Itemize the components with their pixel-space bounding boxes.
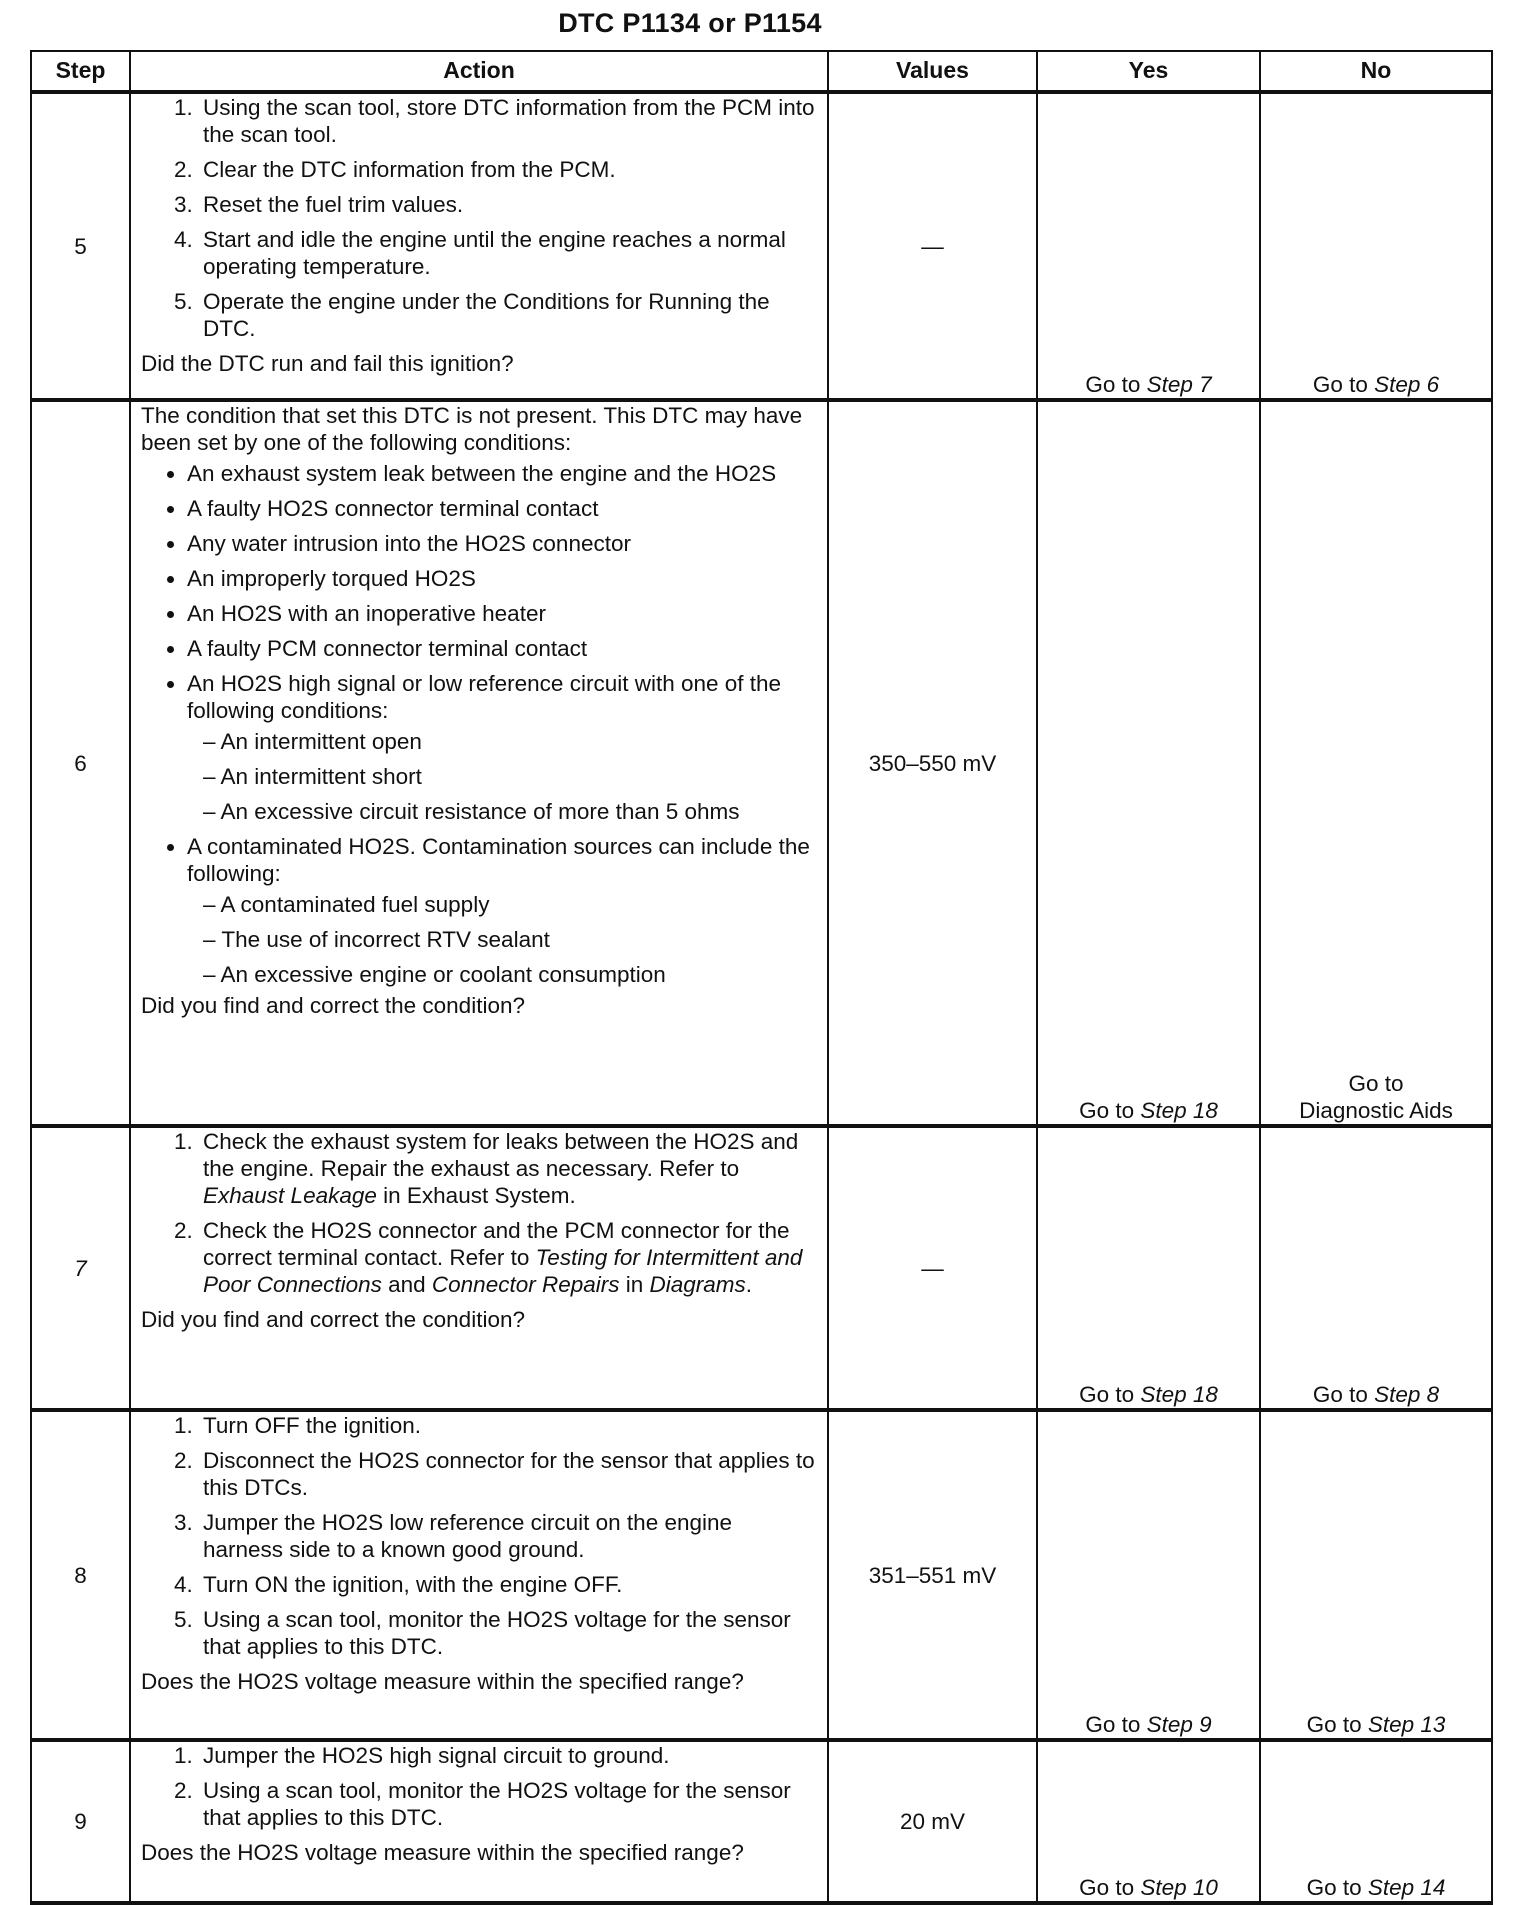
header-no: No: [1260, 51, 1492, 92]
step-number: 9: [31, 1740, 130, 1903]
sub-condition-item: – A contaminated fuel supply: [203, 892, 490, 917]
step-text: Check the HO2S connector and the PCM connector for the correct terminal contact. Refer to: [203, 1218, 790, 1270]
step-number: 7: [31, 1126, 130, 1410]
sub-condition-list: [187, 891, 817, 988]
action-question: Did you find and correct the condition?: [141, 993, 525, 1018]
yes-prefix: Go to: [1079, 1098, 1141, 1123]
step-text: in Exhaust System.: [376, 1183, 576, 1208]
action-step: [199, 1217, 817, 1298]
value-cell: 351–551 mV: [828, 1410, 1037, 1740]
no-cell: [1260, 1410, 1492, 1740]
no-prefix: Go to: [1312, 1382, 1375, 1407]
sub-condition-item: – An intermittent short: [203, 764, 422, 789]
action-step: 4. Turn ON the ignition, with the engine OFF.: [199, 1571, 817, 1598]
yes-step-link[interactable]: Step 10: [1140, 1875, 1218, 1900]
action-cell: [130, 1740, 828, 1903]
action-step: 3. Reset the fuel trim values.: [199, 191, 817, 218]
no-step-link[interactable]: Step 6: [1374, 372, 1440, 397]
no-cell: [1260, 92, 1492, 400]
action-question: Does the HO2S voltage measure within the specified range?: [141, 1840, 744, 1865]
condition-list: [141, 460, 817, 988]
no-prefix: Go to: [1306, 1875, 1368, 1900]
no-cell: [1260, 1740, 1492, 1903]
action-step: 5. Operate the engine under the Conditions for Running the DTC.: [199, 288, 817, 342]
sub-condition-list: [187, 728, 817, 825]
yes-prefix: Go to: [1085, 372, 1147, 397]
no-step-link[interactable]: Step 14: [1367, 1875, 1446, 1900]
action-step: [199, 1128, 817, 1209]
action-question: Does the HO2S voltage measure within the specified range?: [141, 1669, 744, 1694]
action-step: 5. Using a scan tool, monitor the HO2S voltage for the sensor that applies to this DTC.: [199, 1606, 817, 1660]
action-question: Did the DTC run and fail this ignition?: [141, 351, 514, 376]
page-title: DTC P1134 or P1154: [558, 8, 822, 38]
action-step: 1. Jumper the HO2S high signal circuit to ground.: [199, 1742, 817, 1769]
table-row: [31, 92, 1492, 400]
sub-condition-item: – An intermittent open: [203, 729, 422, 754]
yes-prefix: Go to: [1079, 1875, 1141, 1900]
no-step-link[interactable]: Step 8: [1374, 1382, 1440, 1407]
yes-prefix: Go to: [1079, 1382, 1141, 1407]
table-row: [31, 1126, 1492, 1410]
yes-cell: [1037, 400, 1260, 1126]
action-step: 2. Disconnect the HO2S connector for the sensor that applies to this DTCs.: [199, 1447, 817, 1501]
condition-item: • A faulty HO2S connector terminal contact: [187, 495, 817, 522]
value-cell: —: [828, 1126, 1037, 1410]
action-step: 3. Jumper the HO2S low reference circuit on the engine harness side to a known good ground.: [199, 1509, 817, 1563]
table-row: [31, 1740, 1492, 1903]
value-cell: 20 mV: [828, 1740, 1037, 1903]
action-step: 2. Clear the DTC information from the PCM.: [199, 156, 817, 183]
condition-text: A contaminated HO2S. Contamination sources can include the following:: [187, 834, 810, 886]
action-steps: [141, 1412, 817, 1660]
action-intro: The condition that set this DTC is not present. This DTC may have been set by one of the following conditions:: [141, 403, 803, 455]
table-row: [31, 400, 1492, 1126]
header-values: Values: [828, 51, 1037, 92]
no-prefix: Go to: [1348, 1071, 1404, 1096]
condition-item: • A faulty PCM connector terminal contact: [187, 635, 817, 662]
value-cell: 350–550 mV: [828, 400, 1037, 1126]
condition-item: • An exhaust system leak between the engine and the HO2S: [187, 460, 817, 487]
action-cell: [130, 400, 828, 1126]
yes-cell: [1037, 1126, 1260, 1410]
action-cell: [130, 1126, 828, 1410]
condition-item: • An improperly torqued HO2S: [187, 565, 817, 592]
action-step: 1. Turn OFF the ignition.: [199, 1412, 817, 1439]
yes-cell: [1037, 1740, 1260, 1903]
action-step: 2. Using a scan tool, monitor the HO2S voltage for the sensor that applies to this DTC.: [199, 1777, 817, 1831]
condition-item: [187, 833, 817, 988]
yes-step-link[interactable]: Step 7: [1146, 372, 1212, 397]
header-step: Step: [31, 51, 130, 92]
action-step: 4. Start and idle the engine until the engine reaches a normal operating temperature.: [199, 226, 817, 280]
action-cell: [130, 92, 828, 400]
step-text: in: [619, 1272, 650, 1297]
diagrams-link[interactable]: Diagrams: [649, 1272, 746, 1297]
diagnostic-table: [30, 50, 1493, 1905]
no-step-link[interactable]: Step 13: [1367, 1712, 1446, 1737]
action-steps: [141, 94, 817, 342]
value-cell: —: [828, 92, 1037, 400]
diagnostic-aids-link[interactable]: Diagnostic Aids: [1299, 1098, 1453, 1123]
action-steps: [141, 1742, 817, 1831]
connector-repairs-link[interactable]: Connector Repairs: [431, 1272, 620, 1297]
table-header-row: [31, 51, 1492, 92]
header-action: Action: [130, 51, 828, 92]
action-step: 1. Using the scan tool, store DTC information from the PCM into the scan tool.: [199, 94, 817, 148]
condition-item: • An HO2S with an inoperative heater: [187, 600, 817, 627]
header-yes: Yes: [1037, 51, 1260, 92]
step-number: 5: [31, 92, 130, 400]
table-row: [31, 1410, 1492, 1740]
no-cell: [1260, 400, 1492, 1126]
step-text: and: [381, 1272, 432, 1297]
step-text: .: [745, 1272, 753, 1297]
exhaust-leakage-link[interactable]: Exhaust Leakage: [203, 1183, 377, 1208]
yes-cell: [1037, 92, 1260, 400]
no-cell: [1260, 1126, 1492, 1410]
yes-step-link[interactable]: Step 9: [1146, 1712, 1212, 1737]
condition-text: An HO2S high signal or low reference circuit with one of the following conditions:: [187, 671, 782, 723]
yes-step-link[interactable]: Step 18: [1140, 1098, 1218, 1123]
no-prefix: Go to: [1312, 372, 1375, 397]
step-number: 8: [31, 1410, 130, 1740]
action-steps: [141, 1128, 817, 1298]
action-question: Did you find and correct the condition?: [141, 1307, 525, 1332]
condition-item: [187, 670, 817, 825]
condition-item: • Any water intrusion into the HO2S connector: [187, 530, 817, 557]
step-text: Check the exhaust system for leaks between the HO2S and the engine. Repair the exhaust as necessary. Refer to: [203, 1129, 799, 1181]
testing-intermittent-link[interactable]: Testing for Intermittent and Poor Connections: [203, 1245, 803, 1297]
sub-condition-item: – An excessive circuit resistance of more than 5 ohms: [203, 799, 740, 824]
yes-cell: [1037, 1410, 1260, 1740]
sub-condition-item: – An excessive engine or coolant consumption: [203, 962, 666, 987]
yes-prefix: Go to: [1085, 1712, 1147, 1737]
sub-condition-item: – The use of incorrect RTV sealant: [203, 927, 550, 952]
yes-step-link[interactable]: Step 18: [1140, 1382, 1218, 1407]
step-number: 6: [31, 400, 130, 1126]
action-cell: [130, 1410, 828, 1740]
no-prefix: Go to: [1306, 1712, 1368, 1737]
